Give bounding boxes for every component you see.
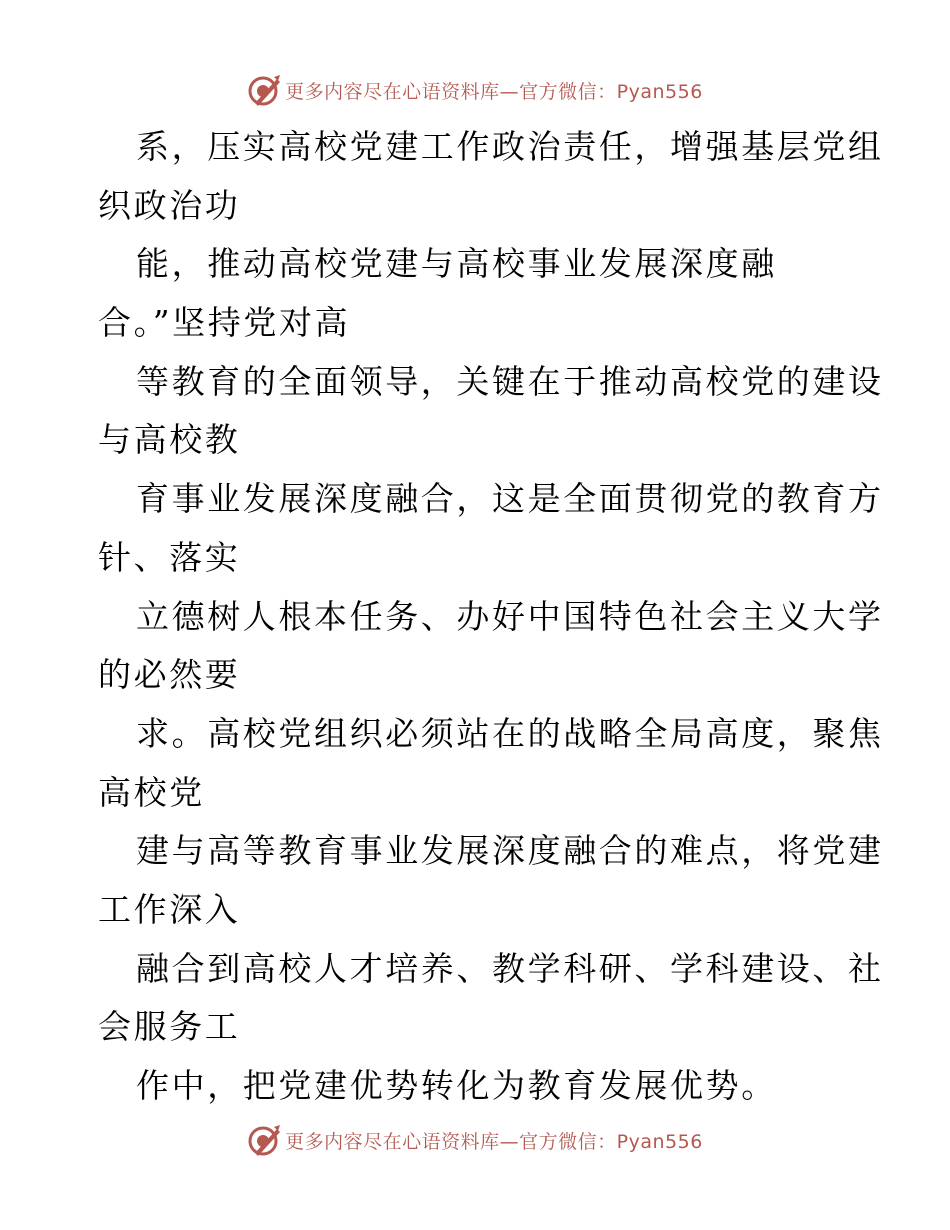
text-line: 高校党 bbox=[98, 772, 205, 812]
text-line: 的必然要 bbox=[98, 655, 241, 695]
text-line: 建与高等教育事业发展深度融合的难点，将党建 bbox=[136, 831, 884, 871]
header-banner bbox=[0, 70, 950, 110]
text-line: 立德树人根本任务、办好中国特色社会主义大学 bbox=[136, 596, 884, 636]
text-line: 织政治功 bbox=[98, 185, 241, 225]
text-line: 会服务工 bbox=[98, 1007, 241, 1047]
header-banner-text: 更多内容尽在心语资料库—官方微信：Pyan556 bbox=[285, 80, 703, 103]
text-line: 育事业发展深度融合，这是全面贯彻党的教育方 bbox=[136, 479, 884, 519]
text-line: 与高校教 bbox=[98, 420, 241, 460]
pen-circle-logo-icon bbox=[247, 73, 281, 107]
text-line: 工作深入 bbox=[98, 889, 241, 929]
text-line: 融合到高校人才培养、教学科研、学科建设、社 bbox=[136, 948, 884, 988]
text-line: 合。”坚持党对高 bbox=[98, 303, 351, 343]
footer-banner-text: 更多内容尽在心语资料库—官方微信：Pyan556 bbox=[285, 1130, 703, 1153]
text-line: 作中，把党建优势转化为教育发展优势。 bbox=[136, 1066, 777, 1105]
text-line: 求。高校党组织必须站在的战略全局高度，聚焦 bbox=[136, 713, 884, 753]
document-body bbox=[98, 118, 898, 1116]
footer-banner bbox=[0, 1120, 950, 1160]
pen-circle-logo-icon bbox=[247, 1123, 281, 1157]
text-line: 等教育的全面领导，关键在于推动高校党的建设 bbox=[136, 361, 884, 401]
text-line: 能，推动高校党建与高校事业发展深度融 bbox=[136, 244, 777, 284]
text-line: 针、落实 bbox=[98, 537, 241, 577]
text-line: 系，压实高校党建工作政治责任，增强基层党组 bbox=[136, 127, 884, 166]
